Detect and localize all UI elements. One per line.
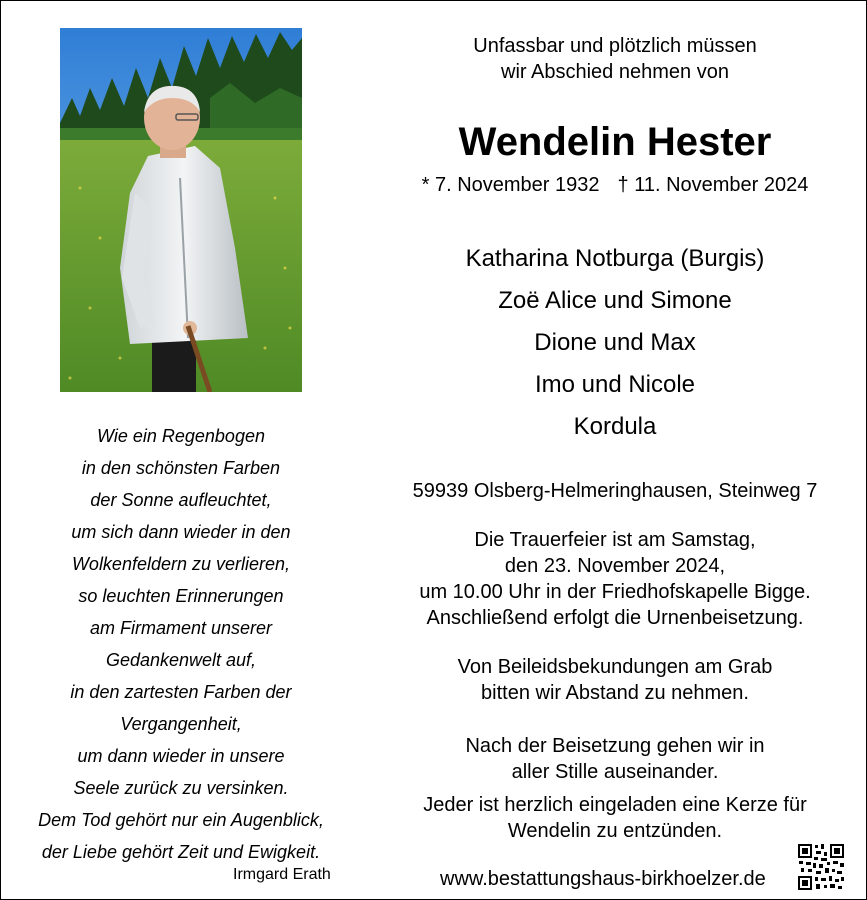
poem-line: Wie ein Regenbogen xyxy=(97,426,265,446)
poem-line: Wolkenfeldern zu verlieren, xyxy=(71,554,291,574)
condolence-note xyxy=(365,654,865,706)
birth-date: * 7. November 1932 xyxy=(421,174,600,196)
family-member: Dione und Max xyxy=(534,329,696,356)
poem-line: in den zartesten Farben der xyxy=(70,682,292,702)
deceased-name: Wendelin Hester xyxy=(458,120,772,164)
poem-line: um dann wieder in unsere xyxy=(77,746,285,766)
service-line: Die Trauerfeier ist am Samstag, xyxy=(474,529,756,551)
poem-line: Dem Tod gehört nur ein Augenblick, xyxy=(38,810,324,830)
service-details xyxy=(365,527,865,631)
candle-invitation xyxy=(365,792,865,844)
poem-line: so leuchten Erinnerungen xyxy=(78,586,284,606)
condolence-line: Von Beileidsbekundungen am Grab xyxy=(457,656,773,678)
poem-line: der Liebe gehört Zeit und Ewigkeit. xyxy=(41,842,321,862)
service-line: um 10.00 Uhr in der Friedhofskapelle Bigge. xyxy=(419,581,811,603)
family-member: Kordula xyxy=(573,413,657,440)
poem-line: in den schönsten Farben xyxy=(81,458,281,478)
family-member: Zoë Alice und Simone xyxy=(498,287,732,314)
intro-line: wir Abschied nehmen von xyxy=(501,61,729,83)
death-date: † 11. November 2024 xyxy=(617,174,809,196)
family-member: Katharina Notburga (Burgis) xyxy=(465,245,765,272)
family-list xyxy=(365,238,865,448)
family-member: Imo und Nicole xyxy=(534,371,696,398)
life-dates xyxy=(365,172,865,198)
candle-line: Jeder ist herzlich eingeladen eine Kerze für xyxy=(423,794,807,816)
poem-line: am Firmament unserer xyxy=(89,618,273,638)
poem-author: Irmgard Erath xyxy=(233,866,331,883)
service-line: den 23. November 2024, xyxy=(504,555,726,577)
website-link[interactable]: www.bestattungshaus-birkhoelzer.de xyxy=(440,868,766,890)
poem-line: Gedankenwelt auf, xyxy=(105,650,257,670)
poem-line: Seele zurück zu versinken. xyxy=(73,778,289,798)
farewell-note xyxy=(365,733,865,785)
candle-line: Wendelin zu entzünden. xyxy=(507,820,723,842)
service-line: Anschließend erfolgt die Urnenbeisetzung. xyxy=(426,607,804,629)
poem-line: der Sonne aufleuchtet, xyxy=(90,490,272,510)
intro-text xyxy=(365,33,865,85)
farewell-line: aller Stille auseinander. xyxy=(511,761,719,783)
poem-line: Vergangenheit, xyxy=(120,714,242,734)
family-address: 59939 Olsberg-Helmeringhausen, Steinweg 7 xyxy=(412,480,818,502)
poem-line: um sich dann wieder in den xyxy=(71,522,291,542)
condolence-line: bitten wir Abstand zu nehmen. xyxy=(481,682,749,704)
poem xyxy=(0,420,362,868)
farewell-line: Nach der Beisetzung gehen wir in xyxy=(465,735,765,757)
portrait-photo xyxy=(60,28,302,392)
intro-line: Unfassbar und plötzlich müssen xyxy=(473,35,757,57)
qr-code-icon[interactable] xyxy=(797,843,845,891)
